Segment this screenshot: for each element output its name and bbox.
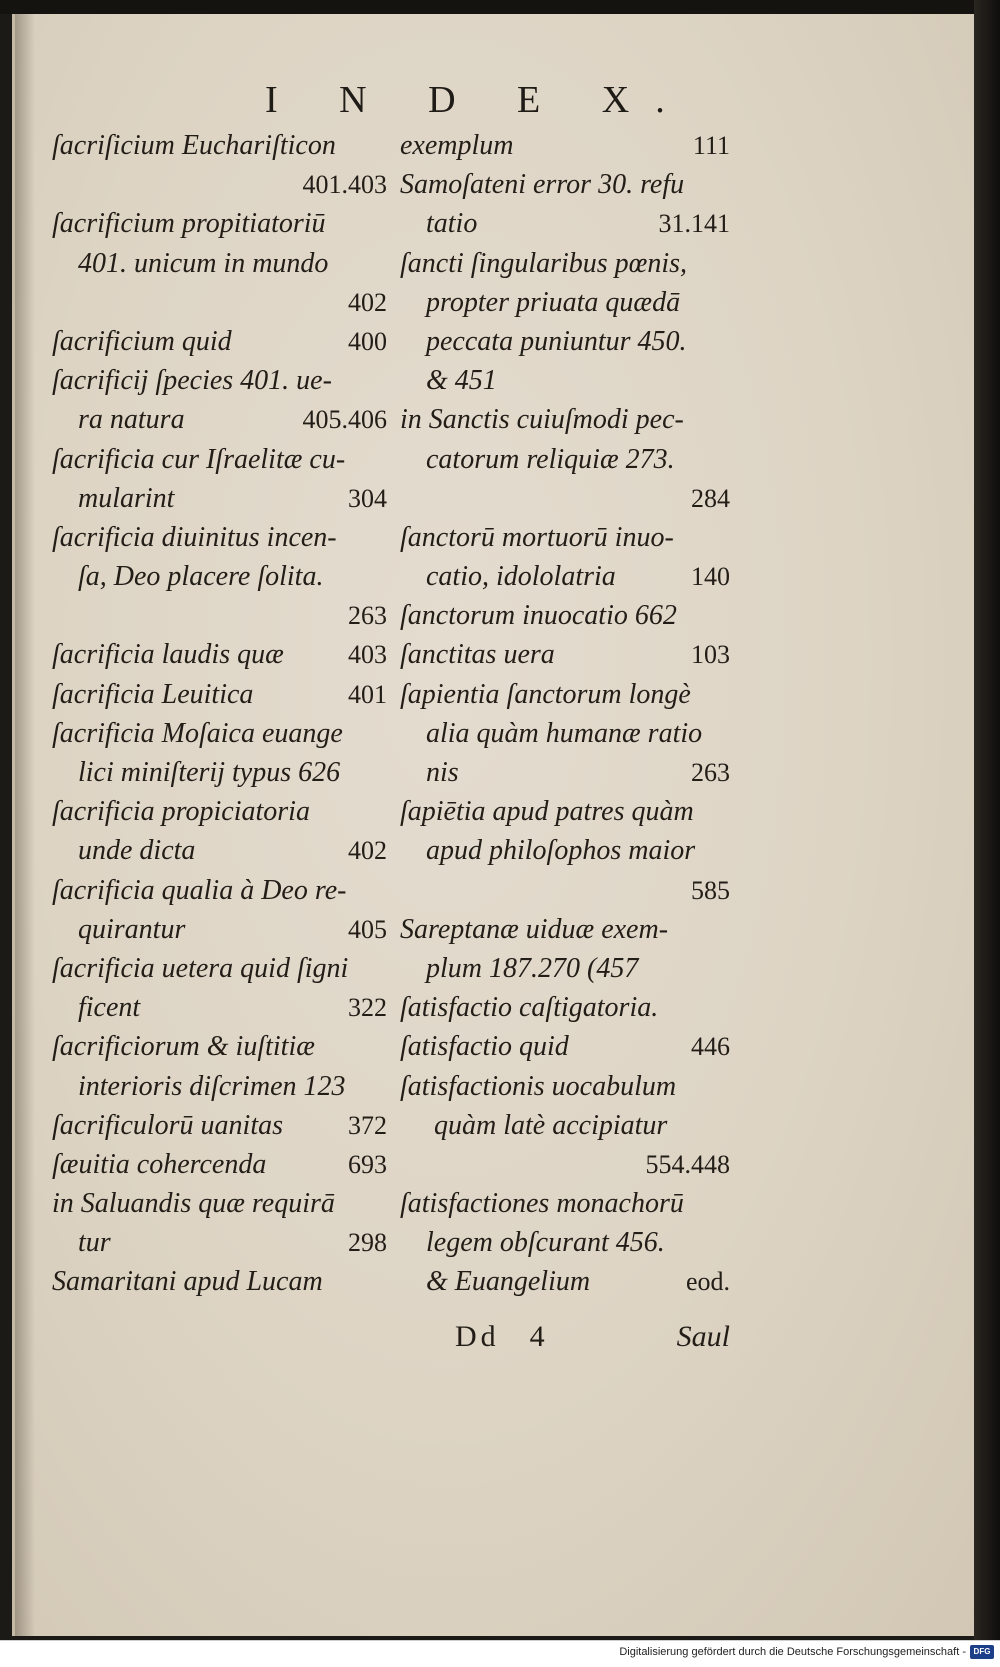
entry-text: alia quàm humanæ ratio — [426, 717, 703, 749]
index-entry-line — [400, 1145, 730, 1184]
index-entry-line — [400, 400, 730, 439]
index-entry-line — [52, 635, 387, 674]
page-footer — [455, 1320, 730, 1354]
index-column-right — [400, 126, 730, 1302]
entry-text: ſacrificium quid — [52, 325, 232, 357]
page-reference: 111 — [692, 131, 730, 160]
index-entry-line — [400, 596, 730, 635]
page-reference: 403 — [348, 640, 387, 670]
page-reference: 402 — [348, 836, 387, 866]
index-entry-line — [400, 204, 730, 243]
index-entry-line — [400, 126, 730, 165]
entry-text: ſanctorū mortuorū inuo- — [400, 521, 674, 553]
entry-text: nis — [426, 757, 459, 788]
entry-text: ſatisfactiones monachorū — [400, 1188, 684, 1220]
signature-mark: Dd — [455, 1320, 500, 1353]
index-entry-line — [52, 714, 387, 753]
entry-text: 401. unicum in mundo — [78, 247, 329, 279]
page-reference: 263 — [348, 601, 387, 631]
index-entry-line — [52, 1223, 387, 1262]
index-entry-line — [400, 1184, 730, 1223]
entry-text: unde dicta — [78, 835, 196, 867]
page-reference: 554.448 — [645, 1149, 730, 1179]
entry-text: apud philoſophos maior — [426, 835, 696, 867]
entry-text: ſacrificia cur Iſraelitæ cu- — [52, 443, 346, 475]
entry-text: catorum reliquiæ 273. — [426, 443, 675, 475]
entry-text: legem obſcurant 456. — [426, 1227, 665, 1259]
index-entry-line — [400, 557, 730, 596]
scan-top-margin — [0, 0, 1000, 14]
index-entry-line — [52, 910, 387, 949]
index-entry-line — [52, 1106, 387, 1145]
index-entry-line — [400, 1262, 730, 1301]
entry-text: ſacriſicium Euchariſticon — [52, 130, 336, 161]
page-reference: 263 — [691, 758, 730, 787]
page-reference: 284 — [691, 483, 730, 513]
entry-text: ficent — [78, 992, 141, 1024]
index-entry-line — [400, 1223, 730, 1262]
entry-text: ſapiētia apud patres quàm — [400, 796, 694, 828]
index-entry-line — [52, 988, 387, 1027]
index-entry-line — [52, 361, 387, 400]
index-entry-line — [400, 714, 730, 753]
page-reference: 446 — [691, 1032, 730, 1062]
entry-text: ſacrificium propitiatoriū — [52, 208, 326, 240]
index-entry-line — [52, 440, 387, 479]
entry-text: ſacrificulorū uanitas — [52, 1109, 283, 1141]
index-entry-line — [52, 322, 387, 361]
page-reference: 402 — [348, 287, 387, 317]
entry-text: plum 187.270 (457 — [426, 952, 639, 984]
index-entry-line — [52, 518, 387, 557]
entry-text: exemplum — [400, 130, 514, 161]
catchword: Saul — [676, 1320, 730, 1353]
index-entry-line — [400, 361, 730, 400]
entry-text: ra natura — [78, 404, 185, 436]
page-reference: 103 — [691, 640, 730, 670]
page-reference: eod. — [685, 1267, 730, 1297]
entry-text: ſacrificia Moſaica euange — [52, 717, 343, 749]
scan-right-edge — [974, 0, 1000, 1640]
entry-text: tur — [78, 1227, 111, 1259]
gutter-shadow — [15, 14, 35, 1636]
entry-text: & 451 — [426, 365, 497, 397]
index-entry-line — [52, 871, 387, 910]
entry-text: catio, idololatria — [426, 561, 616, 593]
entry-text: ſacrificiorum & iuſtitiæ — [52, 1031, 315, 1063]
entry-text: ſapientia ſanctorum longè — [400, 678, 691, 710]
entry-text: ſacrificia qualia à Deo re- — [52, 874, 347, 906]
index-entry-line — [52, 949, 387, 988]
page-reference: 322 — [348, 993, 387, 1023]
index-entry-line — [52, 1184, 387, 1223]
page-reference: 304 — [348, 483, 387, 513]
page-reference: 585 — [691, 875, 730, 905]
entry-text: Sareptanæ uiduæ exem- — [400, 913, 669, 945]
page-reference: 31.141 — [658, 209, 730, 239]
index-entry-line — [400, 988, 730, 1027]
index-entry-line — [400, 518, 730, 557]
entry-text: ſanctitas uera — [400, 639, 555, 671]
index-entry-line — [400, 792, 730, 831]
index-entry-line — [52, 400, 387, 439]
index-entry-line — [52, 792, 387, 831]
index-entry-line — [400, 910, 730, 949]
index-column-left — [52, 126, 387, 1302]
page-reference: 405.406 — [302, 405, 387, 435]
dfg-credit-text: Digitalisierung gefördert durch die Deutsche Forschungsgemeinschaft - — [619, 1646, 966, 1658]
index-entry-line — [400, 165, 730, 204]
index-entry-line — [52, 753, 387, 792]
index-entry-line — [52, 596, 387, 635]
entry-text: ſatisfactio caſtigatoria. — [400, 992, 659, 1024]
page-reference: 401.403 — [302, 170, 387, 200]
index-entry-line — [400, 1106, 730, 1145]
index-entry-line — [400, 244, 730, 283]
index-entry-line — [52, 557, 387, 596]
index-entry-line — [400, 440, 730, 479]
index-entry-line — [400, 675, 730, 714]
page-header: I N D E X. — [265, 79, 691, 121]
index-entry-line — [52, 675, 387, 714]
index-entry-line — [52, 479, 387, 518]
index-entry-line — [400, 1067, 730, 1106]
entry-text: ſatisfactionis uocabulum — [400, 1070, 677, 1102]
entry-text: mularint — [78, 482, 175, 514]
index-entry-line — [400, 871, 730, 910]
index-entry-line — [400, 753, 730, 792]
index-entry-line — [52, 1262, 387, 1301]
entry-text: ſacrificia Leuitica — [52, 678, 254, 710]
entry-text: in Saluandis quæ requirā — [52, 1188, 335, 1220]
page-reference: 405 — [348, 914, 387, 944]
signature-number: 4 — [529, 1320, 545, 1353]
index-entry-line — [400, 283, 730, 322]
entry-text: ſacrificia laudis quæ — [52, 639, 284, 671]
index-entry-line — [52, 204, 387, 243]
page-reference: 401 — [348, 679, 387, 709]
index-entry-line — [52, 831, 387, 870]
entry-text: ſacrificia propiciatoria — [52, 796, 310, 828]
dfg-logo: DFG — [970, 1645, 994, 1659]
entry-text: ſacrificia diuinitus incen- — [52, 521, 337, 553]
entry-text: ſæuitia cohercenda — [52, 1148, 267, 1180]
index-entry-line — [400, 322, 730, 361]
entry-text: ſacrificij ſpecies 401. ue- — [52, 365, 332, 397]
entry-text: tatio — [426, 208, 478, 240]
entry-text: Samaritani apud Lucam — [52, 1266, 323, 1298]
page-reference: 372 — [348, 1110, 387, 1140]
index-entry-line — [52, 126, 387, 165]
entry-text: ſanctorum inuocatio 662 — [400, 600, 677, 632]
page-reference: 400 — [348, 326, 387, 356]
entry-text: propter priuata quædā — [426, 286, 681, 318]
page-reference: 140 — [691, 562, 730, 592]
entry-text: peccata puniuntur 450. — [426, 325, 687, 357]
entry-text: ſancti ſingularibus pœnis, — [400, 247, 688, 279]
entry-text: & Euangelium — [426, 1266, 591, 1298]
entry-text: interioris diſcrimen 123 — [78, 1070, 346, 1102]
index-entry-line — [52, 1067, 387, 1106]
index-entry-line — [52, 1027, 387, 1066]
entry-text: ſatisfactio quid — [400, 1031, 569, 1063]
entry-text: Samoſateni error 30. refu — [400, 169, 685, 201]
entry-text: quàm latè accipiatur — [434, 1109, 668, 1141]
index-entry-line — [52, 165, 387, 204]
entry-text: lici miniſterij typus 626 — [78, 757, 341, 788]
entry-text: quirantur — [78, 913, 186, 945]
index-entry-line — [400, 635, 730, 674]
entry-text: ſa, Deo placere ſolita. — [78, 561, 324, 593]
entry-text: ſacrificia uetera quid ſigni — [52, 952, 349, 984]
index-entry-line — [400, 479, 730, 518]
page-reference: 693 — [348, 1149, 387, 1179]
index-entry-line — [52, 283, 387, 322]
index-entry-line — [52, 244, 387, 283]
entry-text: in Sanctis cuiuſmodi pec- — [400, 404, 684, 436]
page-reference: 298 — [348, 1228, 387, 1258]
index-entry-line — [52, 1145, 387, 1184]
index-entry-line — [400, 1027, 730, 1066]
index-entry-line — [400, 949, 730, 988]
index-entry-line — [400, 831, 730, 870]
